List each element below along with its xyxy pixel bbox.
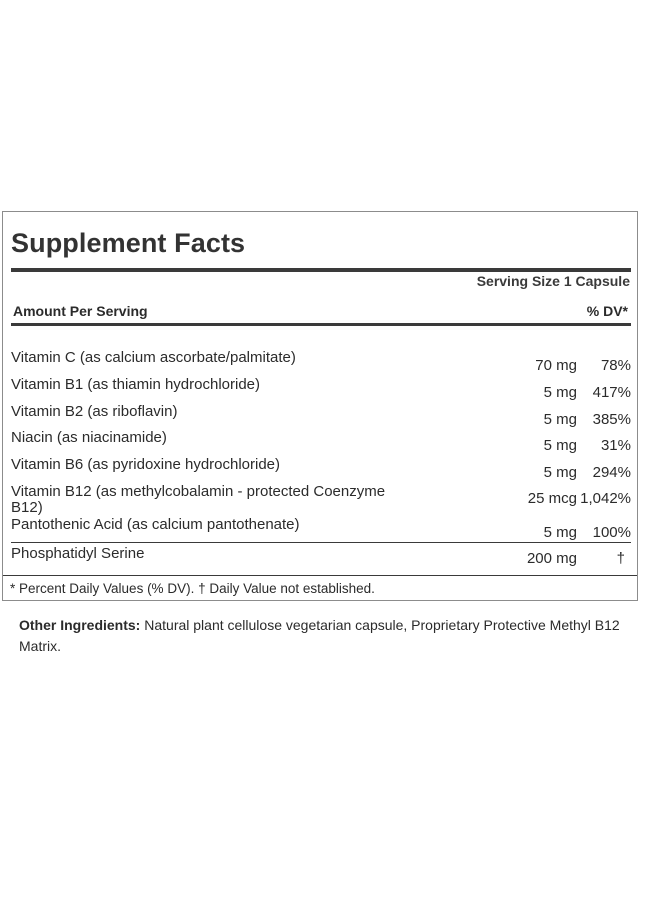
nutrient-name: Vitamin C (as calcium ascorbate/palmitate) <box>11 349 296 366</box>
nutrient-dv: 100% <box>592 524 631 541</box>
nutrient-dv: 78% <box>600 357 631 374</box>
nutrient-row <box>11 484 631 516</box>
panel-title: Supplement Facts <box>11 228 246 258</box>
nutrient-dv: 294% <box>592 464 631 481</box>
compound-name: Phosphatidyl Serine <box>11 545 145 562</box>
nutrient-amount: 5 mg <box>543 437 577 454</box>
header-divider <box>11 323 631 326</box>
title-divider <box>11 268 631 272</box>
other-ingredients-text: Natural plant cellulose vegetarian capsule, Proprietary Protective Methyl B12 Matrix. <box>19 617 620 654</box>
nutrient-dv: 417% <box>592 384 631 401</box>
other-ingredients-label: Other Ingredients: <box>19 617 141 633</box>
nutrient-amount: 5 mg <box>543 524 577 541</box>
nutrient-row <box>11 350 631 374</box>
nutrient-amount: 5 mg <box>543 464 577 481</box>
footnote: * Percent Daily Values (% DV). † Daily Value not established. <box>10 581 375 596</box>
nutrient-amount: 5 mg <box>543 384 577 401</box>
nutrient-amount: 25 mcg <box>527 490 577 507</box>
nutrient-row <box>11 377 631 401</box>
nutrient-amount: 5 mg <box>543 411 577 428</box>
nutrient-row <box>11 517 631 541</box>
compound-amount: 200 mg <box>526 550 577 567</box>
nutrient-row <box>11 457 631 481</box>
nutrient-row <box>11 404 631 428</box>
nutrient-name: Pantothenic Acid (as calcium pantothenate) <box>11 516 300 533</box>
nutrient-name: Vitamin B2 (as riboflavin) <box>11 403 178 420</box>
nutrient-name: Vitamin B6 (as pyridoxine hydrochloride) <box>11 456 281 473</box>
supplement-facts-panel <box>2 211 638 601</box>
nutrient-amount: 70 mg <box>535 357 577 374</box>
serving-size: Serving Size 1 Capsule <box>476 273 630 289</box>
nutrient-name: Vitamin B1 (as thiamin hydrochloride) <box>11 376 261 393</box>
compound-divider <box>11 542 631 543</box>
nutrient-name: Vitamin B12 (as methylcobalamin - protected Coenzyme B12) <box>11 483 386 516</box>
nutrient-name: Niacin (as niacinamide) <box>11 429 167 446</box>
amount-per-serving-label: Amount Per Serving <box>13 303 148 319</box>
nutrient-dv: 31% <box>600 437 631 454</box>
compound-row <box>11 546 631 570</box>
other-ingredients <box>19 615 639 657</box>
nutrient-dv: 385% <box>592 411 631 428</box>
dv-header: % DV* <box>586 303 628 319</box>
nutrient-dv: 1,042% <box>580 490 631 507</box>
nutrient-row <box>11 430 631 454</box>
footnote-divider <box>3 575 637 576</box>
compound-dv: † <box>616 550 625 567</box>
